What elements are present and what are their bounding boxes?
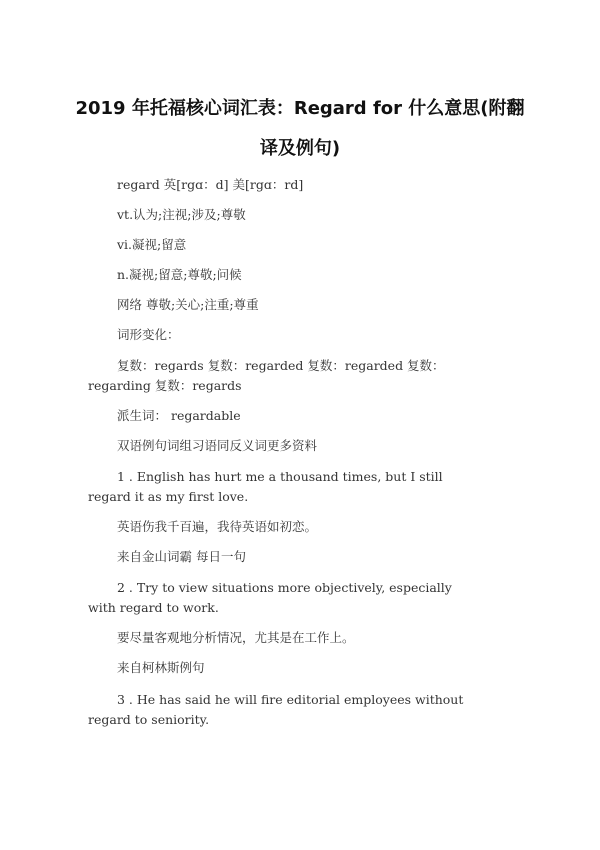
example-1-en-line-2: regard it as my first love. [88, 489, 249, 504]
example-2-en-line-1: 2 . Try to view situations more objectively, especially [117, 580, 452, 595]
page-title-line-2: 译及例句) [259, 138, 341, 159]
bilingual-header: 双语例句词组习语同反义词更多资料 [117, 438, 318, 453]
example-1-source: 来自金山词霸 每日一句 [117, 549, 246, 564]
definition-vi: vi.凝视;留意 [117, 237, 187, 252]
forms-label: 词形变化： [117, 327, 180, 342]
derived-word: 派生词： regardable [117, 408, 241, 423]
example-2-zh: 要尽量客观地分析情况，尤其是在工作上。 [117, 630, 355, 645]
forms-line-2: regarding 复数：regards [88, 378, 242, 393]
example-2-source: 来自柯林斯例句 [117, 660, 205, 675]
example-1-zh: 英语伤我千百遍，我待英语如初恋。 [117, 519, 318, 534]
definition-n: n.凝视;留意;尊敬;问候 [117, 267, 242, 282]
definition-vt: vt.认为;注视;涉及;尊敬 [117, 207, 246, 222]
example-3-en-line-1: 3 . He has said he will fire editorial employees without [117, 692, 464, 707]
network-meaning: 网络 尊敬;关心;注重;尊重 [117, 297, 259, 312]
page-title-line-1: 2019 年托福核心词汇表：Regard for 什么意思(附翻 [75, 98, 525, 119]
pronunciation: regard 英[rgɑ：d] 美[rgɑ：rd] [117, 177, 304, 192]
example-1-en-line-1: 1 . English has hurt me a thousand times, but I still [117, 469, 443, 484]
example-3-en-line-2: regard to seniority. [88, 712, 210, 727]
example-2-en-line-2: with regard to work. [88, 600, 219, 615]
forms-line-1: 复数：regards 复数：regarded 复数：regarded 复数： [117, 358, 445, 373]
